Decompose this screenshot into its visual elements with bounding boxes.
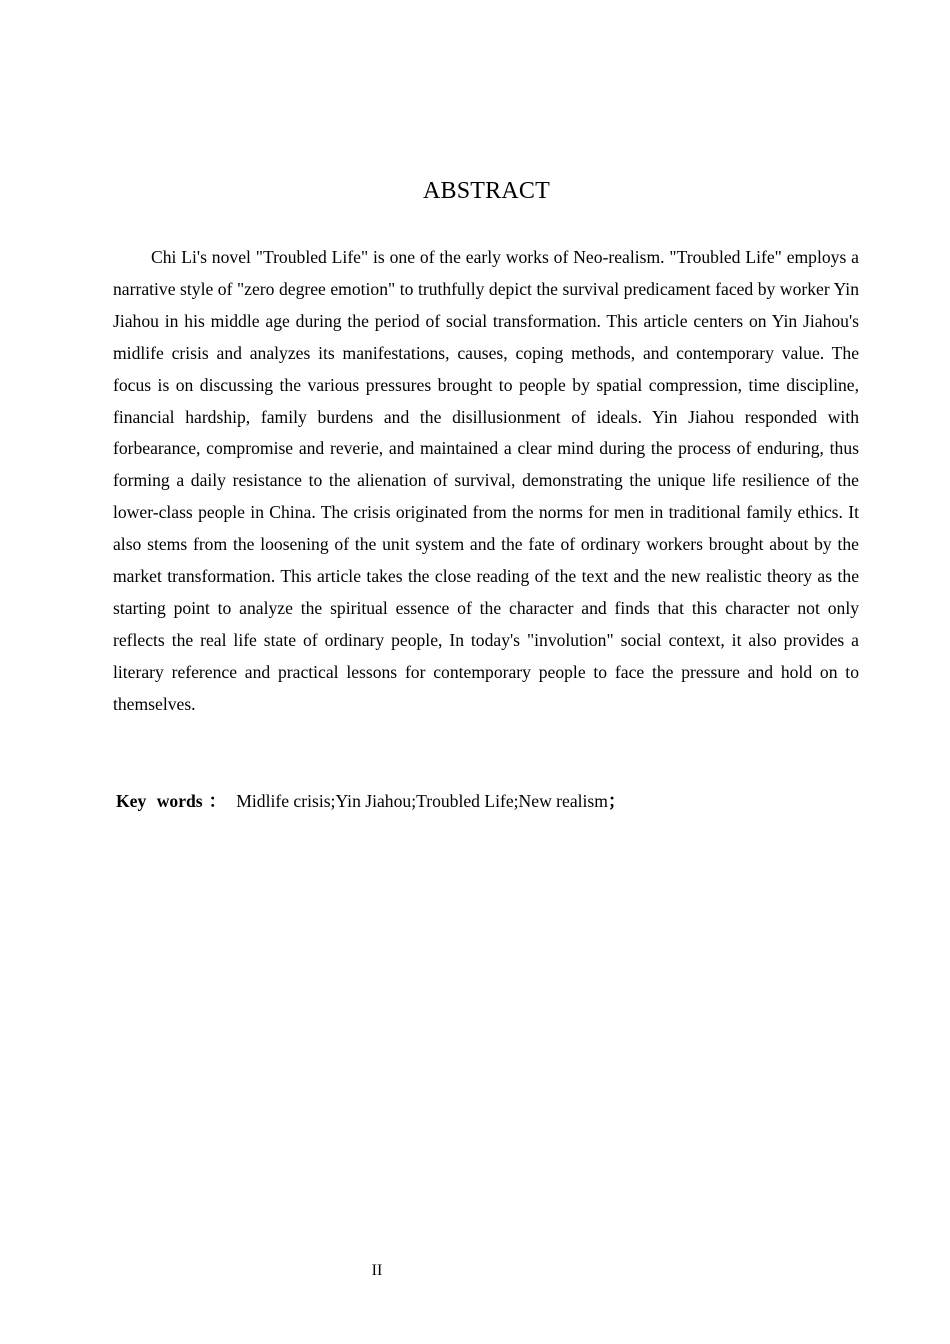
keywords-label: Key words [116,791,203,811]
abstract-title: ABSTRACT [423,178,550,204]
page-number: II [371,1262,383,1279]
keywords-terminator: ； [607,791,626,811]
keywords-text: Midlife crisis;Yin Jiahou;Troubled Life;New realism [236,791,608,811]
keywords-colon: ： [208,791,227,811]
keywords-line [116,786,856,816]
abstract-paragraph: Chi Li's novel "Troubled Life" is one of the early works of Neo-realism. "Troubled Life" employs a narrative style of "zero degree emotion" to truthfully depict the survival predicament faced by worker Yin Jiahou in his middle age during the period of social transformation. This article centers on Yin Jiahou's midlife crisis and analyzes its manifestations, causes, coping methods, and contemporary value. The focus is on discussing the various pressures brought to people by spatial compression, time discipline, financial hardship, family burdens and the disillusionment of ideals. Yin Jiahou responded with forbearance, compromise and reverie, and maintained a clear mind during the process of enduring, thus forming a daily resistance to the alienation of survival, demonstrating the unique life resilience of the lower-class people in China. The crisis originated from the norms for men in traditional family ethics. It also stems from the loosening of the unit system and the fate of ordinary workers brought about by the market transformation. This article takes the close reading of the text and the new realistic theory as the starting point to analyze the spiritual essence of the character and finds that this character not only reflects the real life state of ordinary people, In today's "involution" social context, it also provides a literary reference and practical lessons for contemporary people to face the pressure and hold on to themselves. [113,247,859,714]
